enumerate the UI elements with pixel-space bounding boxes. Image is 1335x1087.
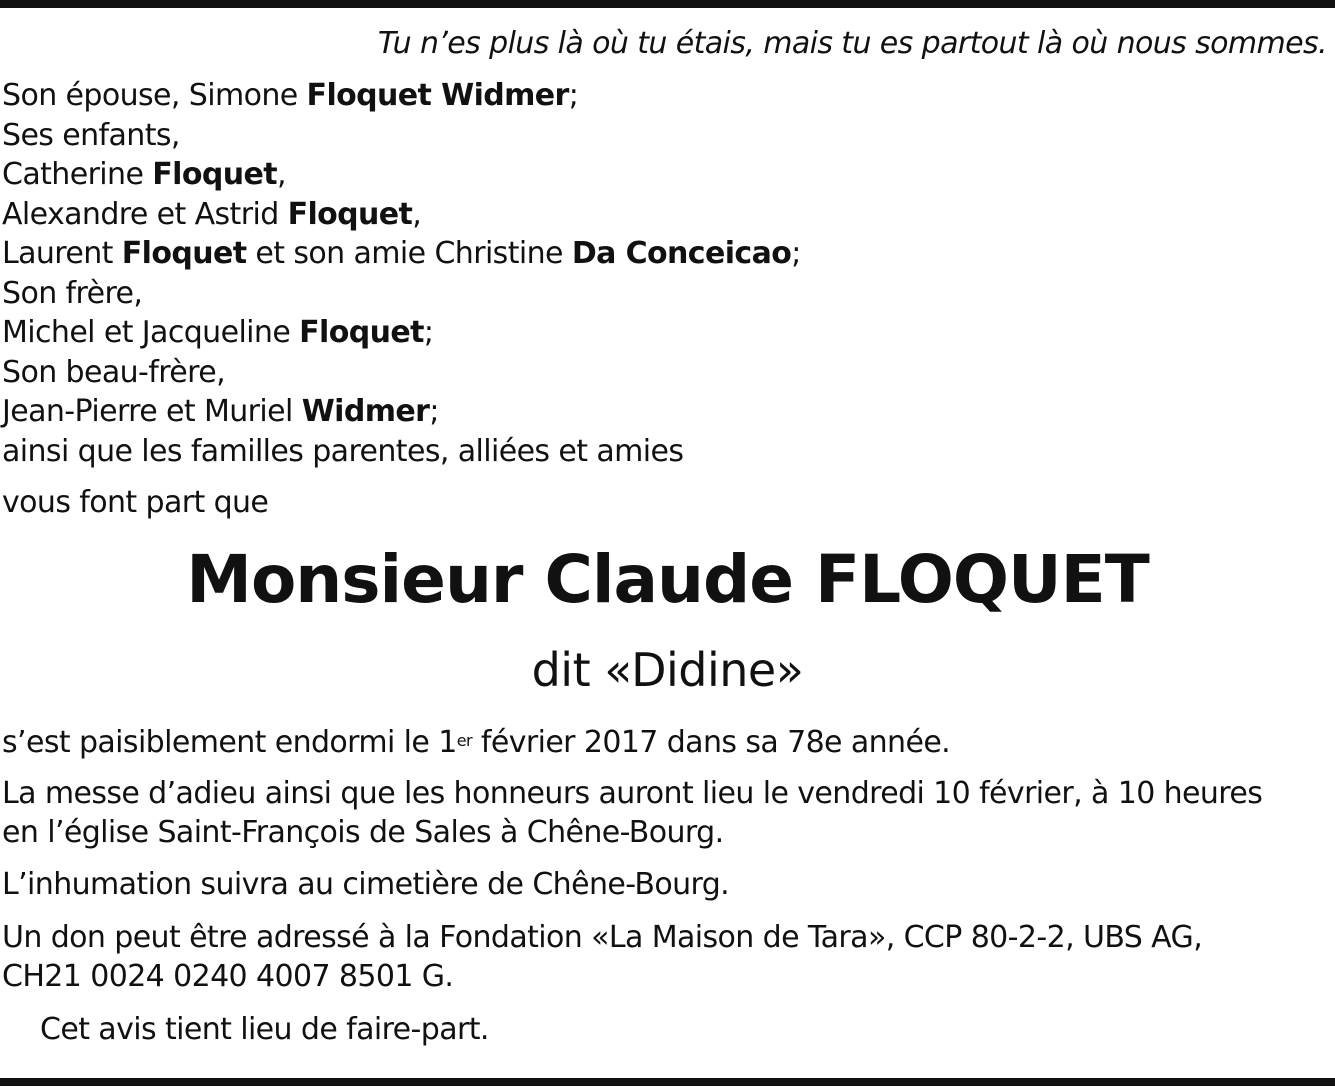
announcement: vous font part que <box>2 485 269 520</box>
bottom-rule <box>0 1078 1335 1086</box>
mass-info-line-2: en l’église Saint-François de Sales à Chêne-Bourg. <box>2 815 724 850</box>
family-line-children-heading: Ses enfants, <box>2 118 180 153</box>
closing-note: Cet avis tient lieu de faire-part. <box>40 1012 489 1047</box>
donation-info-line-1: Un don peut être adressé à la Fondation «La Maison de Tara», CCP 80-2-2, UBS AG, <box>2 920 1203 955</box>
family-line-michel: Michel et Jacqueline Floquet; <box>2 315 434 350</box>
mass-info-line-1: La messe d’adieu ainsi que les honneurs auront lieu le vendredi 10 février, à 10 heures <box>2 776 1263 811</box>
deceased-nickname: dit «Didine» <box>531 643 804 697</box>
deceased-name: Monsieur Claude FLOQUET <box>186 541 1149 618</box>
family-line-alexandre: Alexandre et Astrid Floquet, <box>2 197 422 232</box>
family-line-jean-pierre: Jean-Pierre et Muriel Widmer; <box>2 394 439 429</box>
epitaph-quote: Tu n’es plus là où tu étais, mais tu es partout là où nous sommes. <box>377 26 1327 61</box>
top-rule <box>0 0 1335 8</box>
family-line-brother-heading: Son frère, <box>2 276 143 311</box>
family-line-spouse: Son épouse, Simone Floquet Widmer; <box>2 78 579 113</box>
donation-info-line-2: CH21 0024 0240 4007 8501 G. <box>2 959 454 994</box>
family-line-catherine: Catherine Floquet, <box>2 157 286 192</box>
family-line-relatives: ainsi que les familles parentes, alliées et amies <box>2 434 684 469</box>
family-line-laurent: Laurent Floquet et son amie Christine Da Conceicao; <box>2 236 801 271</box>
family-line-brother-in-law-heading: Son beau-frère, <box>2 355 226 390</box>
death-notice: s’est paisiblement endormi le 1er février 2017 dans sa 78e année. <box>2 725 951 760</box>
burial-info: L’inhumation suivra au cimetière de Chêne-Bourg. <box>2 867 730 902</box>
